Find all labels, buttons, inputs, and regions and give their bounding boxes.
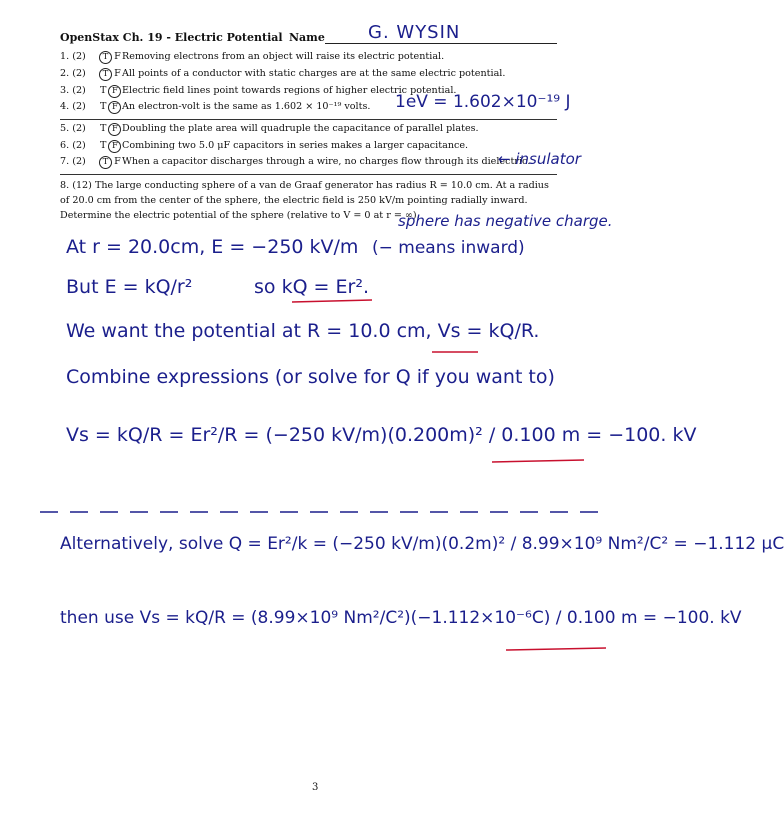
- question-number: 6. (2): [60, 140, 86, 151]
- false-option[interactable]: F: [108, 85, 121, 98]
- solution-line-7: then use Vs = kQ/R = (8.99×10⁹ Nm²/C²)(−1.112×10⁻⁶C) / 0.100 m = −100. kV: [60, 608, 742, 628]
- question-text: An electron-volt is the same as 1.602 × 10⁻¹⁹ volts.: [122, 101, 371, 112]
- solution-line-2b: so kQ = Er².: [254, 276, 369, 298]
- question-text: All points of a conductor with static charges are at the same electric potential.: [122, 68, 506, 79]
- true-option[interactable]: T: [100, 101, 107, 112]
- q7-handwritten-note: ← insulator: [498, 150, 581, 168]
- underline-kq-er2: [292, 300, 372, 302]
- question-text: Electric field lines point towards regions of higher electric potential.: [122, 85, 457, 96]
- solution-line-5: Vs = kQ/R = Er²/R = (−250 kV/m)(0.200m)² / 0.100 m = −100. kV: [66, 424, 697, 446]
- worksheet-title: OpenStax Ch. 19 - Electric Potential: [60, 31, 283, 44]
- q4-handwritten-note: 1eV = 1.602×10⁻¹⁹ J: [395, 92, 571, 112]
- false-option[interactable]: F: [108, 123, 121, 136]
- true-option[interactable]: T: [99, 51, 112, 64]
- question-number: 3. (2): [60, 85, 86, 96]
- question-text: Combining two 5.0 μF capacitors in series makes a larger capacitance.: [122, 140, 469, 151]
- false-option[interactable]: F: [114, 156, 121, 167]
- page-number: 3: [312, 782, 319, 793]
- question-text: Doubling the plate area will quadruple the capacitance of parallel plates.: [122, 123, 479, 134]
- solution-line-2a: But E = kQ/r²: [66, 276, 193, 298]
- question-number: 2. (2): [60, 68, 86, 79]
- solution-line-3: We want the potential at R = 10.0 cm, Vs = kQ/R.: [66, 320, 540, 342]
- underline-answer-1: [492, 460, 584, 462]
- false-option[interactable]: F: [108, 101, 121, 114]
- question-number: 7. (2): [60, 156, 86, 167]
- true-option[interactable]: T: [99, 68, 112, 81]
- false-option[interactable]: F: [114, 68, 121, 79]
- question-number: 5. (2): [60, 123, 86, 134]
- true-option[interactable]: T: [100, 123, 107, 134]
- note-negative-charge: sphere has negative charge.: [398, 212, 613, 230]
- question-text: When a capacitor discharges through a wire, no charges flow through its dielectric.: [122, 156, 531, 167]
- question-number: 4. (2): [60, 101, 86, 112]
- problem-8-text: 8. (12) The large conducting sphere of a van de Graaf generator has radius R = 10.0 cm. At a radius of 20.0 cm from the center of the sphere, the electric field is 250 kV/m pointing radially inward. Determine the electric potential of the sphere (relative to V = 0 at r = ∞).: [60, 180, 549, 221]
- true-option[interactable]: T: [100, 85, 107, 96]
- false-option[interactable]: F: [114, 51, 121, 62]
- question-text: Removing electrons from an object will raise its electric potential.: [122, 51, 445, 62]
- solution-line-1: At r = 20.0cm, E = −250 kV/m: [66, 236, 359, 258]
- true-option[interactable]: T: [99, 156, 112, 169]
- question-number: 1. (2): [60, 51, 86, 62]
- true-option[interactable]: T: [100, 140, 107, 151]
- student-name: G. WYSIN: [368, 22, 461, 43]
- solution-line-6: Alternatively, solve Q = Er²/k = (−250 kV/m)(0.2m)² / 8.99×10⁹ Nm²/C² = −1.112 μC: [60, 534, 784, 554]
- underline-answer-2: [506, 648, 606, 650]
- name-label: Name: [289, 31, 325, 44]
- solution-line-1-note: (− means inward): [372, 238, 525, 258]
- false-option[interactable]: F: [108, 140, 121, 153]
- solution-line-4: Combine expressions (or solve for Q if you want to): [66, 366, 555, 388]
